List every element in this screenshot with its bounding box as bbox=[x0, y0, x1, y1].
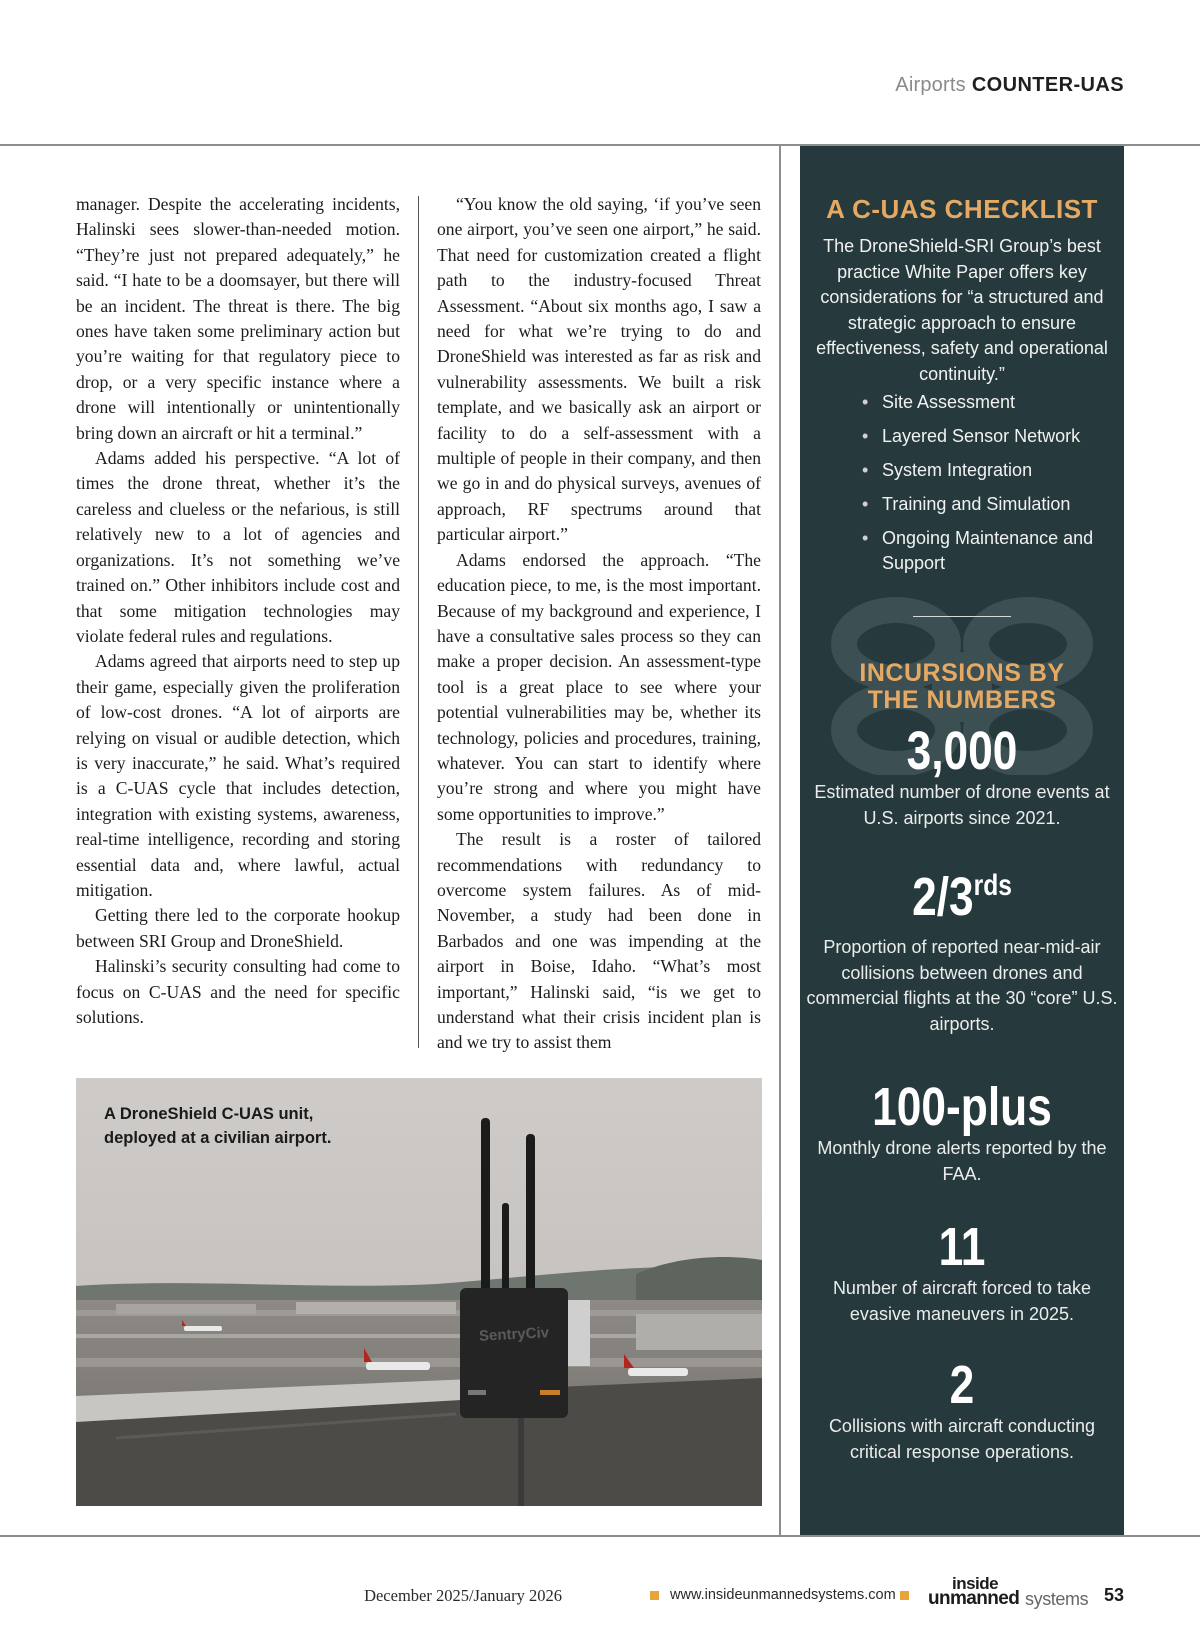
stat-description: Monthly drone alerts reported by the FAA. bbox=[817, 1138, 1107, 1184]
numbers-title-line: INCURSIONS BY bbox=[859, 659, 1065, 687]
stat-block bbox=[800, 722, 1124, 831]
stat-description: Number of aircraft forced to take evasive maneuvers in 2025. bbox=[832, 1278, 1092, 1324]
checklist-item-label: Training and Simulation bbox=[882, 494, 1071, 514]
stat-description: Proportion of reported near-mid-air collisions between drones and commercial flights at the 30 “core” U.S. airports. bbox=[806, 937, 1118, 1034]
caption-line: deployed at a civilian airport. bbox=[104, 1129, 332, 1147]
checklist-item bbox=[862, 458, 1112, 483]
header-section: Airports bbox=[895, 74, 966, 96]
stat-value: 3,000 bbox=[906, 721, 1018, 781]
footer-square-icon bbox=[900, 1591, 909, 1600]
stat-value-main: 2/3 bbox=[912, 867, 974, 927]
stat-value: 11 bbox=[938, 1217, 986, 1277]
paragraph: manager. Despite the accelerating incidents, Halinski sees slower-than-needed motion. “They’re just not prepared adequately,” he said. “I hate to be a doomsayer, but there will be an incident. The threat is there. The big ones have taken some preliminary action but you’re waiting for that regulatory piece to drop, or a very specific instance where a drone will intentionally or unintentionally bring down an aircraft or hit a terminal.” bbox=[76, 194, 400, 443]
checklist-item-label: Site Assessment bbox=[882, 392, 1016, 412]
sidebar-rule bbox=[779, 144, 781, 1537]
checklist bbox=[862, 390, 1112, 585]
sidebar-divider bbox=[913, 616, 1011, 617]
header-topic: COUNTER-UAS bbox=[971, 74, 1124, 96]
paragraph: The result is a roster of tailored recommendations with redundancy to overcome system failures. As of mid-November, a study had been done in Barbados and one was impending at the airport in Boise, Idaho. “What’s most important,” Halinski said, “is we get to understand what their crisis incident plan is and we try to assist them bbox=[437, 829, 761, 1053]
stat-block bbox=[800, 1218, 1124, 1327]
page-footer bbox=[0, 1574, 1124, 1614]
logo-inside: inside bbox=[952, 1574, 999, 1593]
numbers-title bbox=[800, 660, 1124, 714]
stat-description: Estimated number of drone events at U.S. airports since 2021. bbox=[814, 782, 1110, 828]
logo-systems: systems bbox=[1025, 1589, 1089, 1609]
checklist-item-label: System Integration bbox=[882, 460, 1033, 480]
paragraph: Adams added his perspective. “A lot of times the drone threat, whether it’s the careless and clueless or the nefarious, is still relatively new to a lot of agencies and organizations. It’s not something we’ve trained on.” Other inhibitors include cost and that some mitigation technologies may violate federal rules and regulations. bbox=[76, 448, 400, 646]
bullet-icon: • bbox=[862, 494, 869, 514]
running-header bbox=[895, 74, 1124, 97]
stat-block bbox=[800, 1078, 1124, 1187]
article-column-2 bbox=[437, 192, 761, 1056]
checklist-item bbox=[862, 492, 1112, 517]
stat-value-suffix: rds bbox=[973, 869, 1012, 902]
checklist-item bbox=[862, 424, 1112, 449]
stat-block bbox=[800, 868, 1124, 1037]
stat-block bbox=[800, 1356, 1124, 1465]
website-link[interactable]: www.insideunmannedsystems.com bbox=[670, 1587, 896, 1603]
bullet-icon: • bbox=[862, 426, 869, 446]
paragraph: Adams agreed that airports need to step up their game, especially given the proliferation of low-cost drones. “A lot of airports are relying on visual or audible detection, which is very inaccurate,” he said. What’s required is a C-UAS cycle that includes detection, integration with existing systems, awareness, real-time intelligence, recording and storing essential data and, where lawful, actual mitigation. bbox=[76, 651, 400, 900]
numbers-title-line: THE NUMBERS bbox=[867, 686, 1057, 714]
article-column-1 bbox=[76, 192, 400, 1030]
paragraph: “You know the old saying, ‘if you’ve seen one airport, you’ve seen one airport,” he said. That need for customization created a flight path to the industry-focused Threat Assessment. “About six months ago, I saw a need for what we’re trying to do and DroneShield was interested as far as risk and vulnerability assessments. We built a risk template, and we basically ask an airport or facility to do a self-assessment with a multiple of people in their company, and then we go in and do physical surveys, avenues of approach, RF spectrums around that particular airport.” bbox=[437, 194, 761, 545]
page-number: 53 bbox=[1103, 1585, 1124, 1605]
stat-description: Collisions with aircraft conducting critical response operations. bbox=[828, 1416, 1096, 1462]
bottom-rule bbox=[0, 1535, 1200, 1537]
checklist-item bbox=[862, 390, 1112, 415]
photo-caption bbox=[104, 1102, 404, 1150]
paragraph: Adams endorsed the approach. “The education piece, to me, is the most important. Because of my background and experience, I have a consultative sales process so they can make a proper decision. An assessment-type tool is a great place to see where your potential vulnerabilities may be, whether its technology, policies and procedures, training, whatever. You can start to identify where you’re strong and where you might have some opportunities to improve.” bbox=[437, 549, 761, 824]
bullet-icon: • bbox=[862, 392, 869, 412]
logo-unmanned: unmanned bbox=[928, 1588, 1020, 1609]
stat-value: 2 bbox=[949, 1355, 975, 1415]
checklist-sidebar bbox=[800, 146, 1124, 1535]
paragraph: Halinski’s security consulting had come to focus on C-UAS and the need for specific solutions. bbox=[76, 956, 400, 1027]
checklist-item bbox=[862, 526, 1112, 576]
paragraph: Getting there led to the corporate hookup between SRI Group and DroneShield. bbox=[76, 905, 400, 951]
stat-value bbox=[829, 868, 1095, 935]
stat-value: 100-plus bbox=[872, 1077, 1052, 1137]
checklist-item-label: Layered Sensor Network bbox=[882, 426, 1081, 446]
device-label: SentryCiv bbox=[478, 1324, 550, 1345]
magazine-logo bbox=[928, 1574, 1098, 1614]
bullet-icon: • bbox=[862, 528, 869, 548]
checklist-title: A C-UAS CHECKLIST bbox=[826, 194, 1098, 224]
footer-square-icon bbox=[650, 1591, 659, 1600]
airport-photo bbox=[76, 1078, 762, 1506]
column-separator bbox=[418, 196, 419, 1048]
bullet-icon: • bbox=[862, 460, 869, 480]
issue-date: December 2025/January 2026 bbox=[364, 1586, 562, 1605]
caption-line: A DroneShield C-UAS unit, bbox=[104, 1105, 314, 1123]
checklist-intro: The DroneShield-SRI Group’s best practice White Paper offers key considerations for “a structured and strategic approach to ensure effectiveness, safety and operational continuity.” bbox=[816, 236, 1108, 384]
checklist-item-label: Ongoing Maintenance and Support bbox=[882, 528, 1094, 573]
